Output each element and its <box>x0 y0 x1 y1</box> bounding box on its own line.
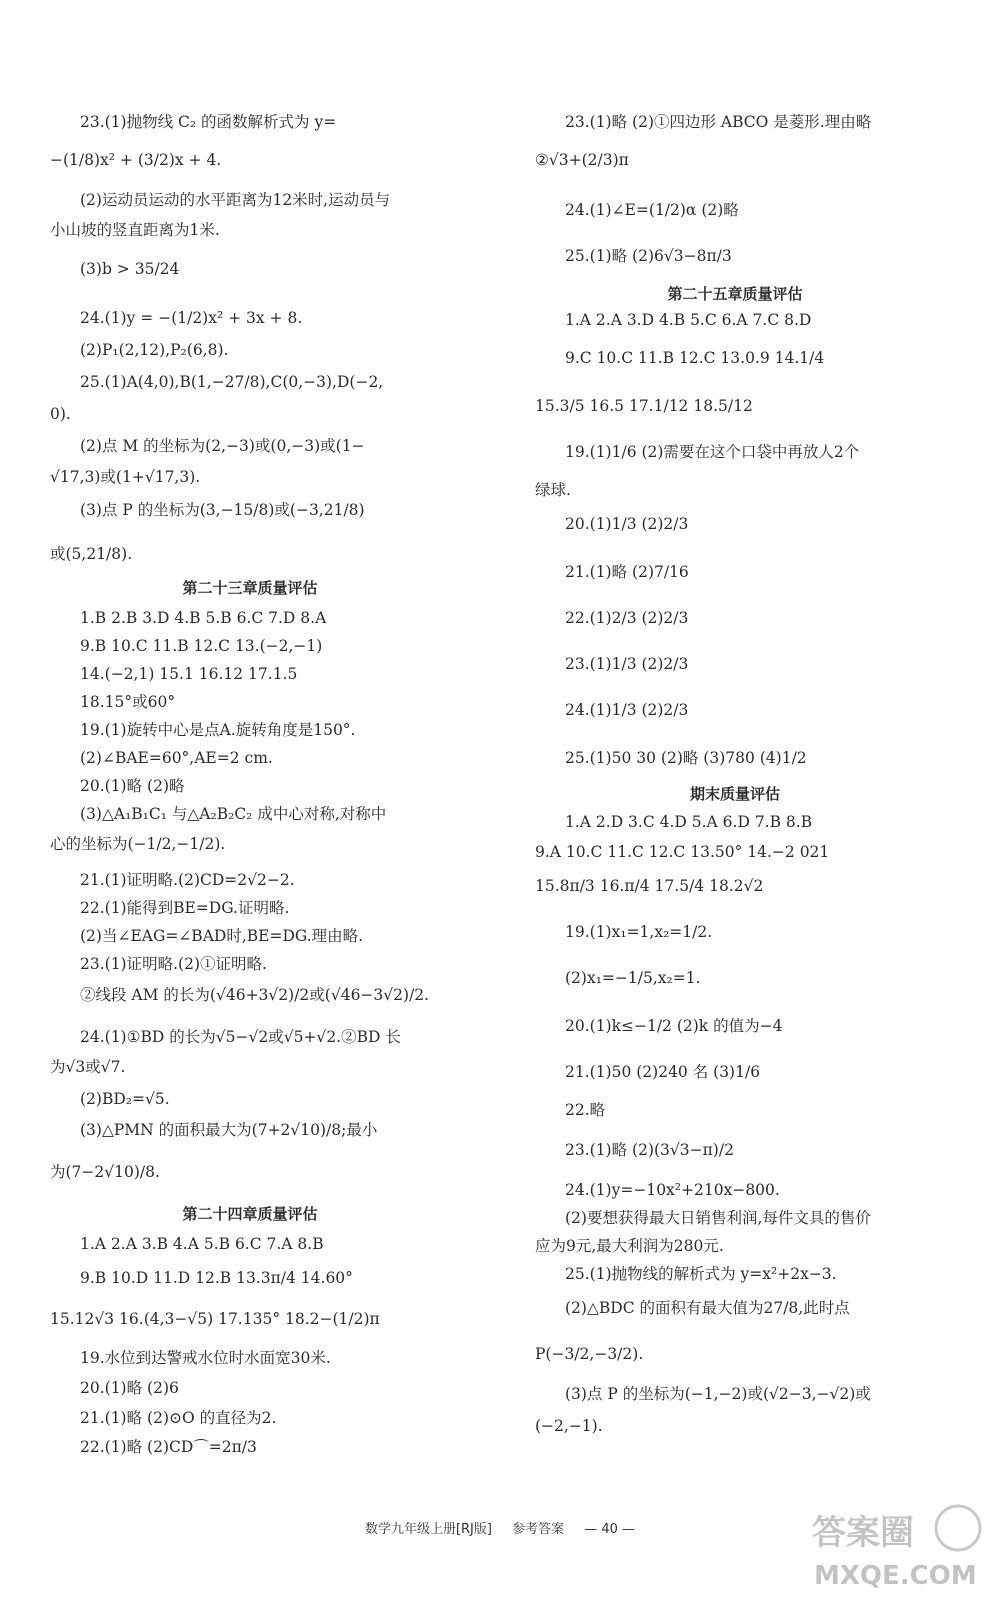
answer-line: −(1/8)x² + (3/2)x + 4. <box>50 151 222 169</box>
answer-line: 1.A 2.A 3.D 4.B 5.C 6.A 7.C 8.D <box>565 311 812 329</box>
answer-line: 心的坐标为(−1/2,−1/2). <box>50 835 226 853</box>
answer-line: (2)点 M 的坐标为(2,−3)或(0,−3)或(1− <box>80 437 365 455</box>
answer-line: 21.(1)略 (2)⊙O 的直径为2. <box>80 1409 277 1427</box>
footer-section: 参考答案 <box>512 1522 565 1537</box>
answer-line: 24.(1)1/3 (2)2/3 <box>565 701 689 719</box>
answer-line: (2)∠BAE=60°,AE=2 cm. <box>80 749 273 767</box>
answer-line: (2)P₁(2,12),P₂(6,8). <box>80 341 229 359</box>
answer-line: 1.A 2.D 3.C 4.D 5.A 6.D 7.B 8.B <box>565 813 813 831</box>
answer-line: 小山坡的竖直距离为1米. <box>50 221 220 239</box>
answer-line: √17,3)或(1+√17,3). <box>50 468 201 486</box>
answer-line: 23.(1)抛物线 C₂ 的函数解析式为 y= <box>80 113 337 131</box>
answer-line: 应为9元,最大利润为280元. <box>535 1237 724 1255</box>
answer-line: 22.(1)2/3 (2)2/3 <box>565 609 689 627</box>
answer-line: ②√3+(2/3)π <box>535 151 629 169</box>
answer-line: 20.(1)略 (2)略 <box>80 777 185 795</box>
watermark-domain-text: MXQE.COM <box>814 1561 977 1591</box>
answer-line: 19.水位到达警戒水位时水面宽30米. <box>80 1349 331 1367</box>
answer-line: 25.(1)略 (2)6√3−8π/3 <box>565 247 732 265</box>
answer-line: 1.A 2.A 3.B 4.A 5.B 6.C 7.A 8.B <box>80 1235 324 1253</box>
answer-line: (3)点 P 的坐标为(3,−15/8)或(−3,21/8) <box>80 501 365 519</box>
answer-line: (2)运动员运动的水平距离为12米时,运动员与 <box>80 191 391 209</box>
answer-line: 0). <box>50 405 71 423</box>
answer-line: (−2,−1). <box>535 1417 603 1435</box>
answer-line: 或(5,21/8). <box>50 545 133 563</box>
answer-line: 21.(1)证明略.(2)CD=2√2−2. <box>80 871 295 889</box>
answer-line: 20.(1)1/3 (2)2/3 <box>565 515 689 533</box>
section-heading: 第二十五章质量评估 <box>667 285 803 303</box>
answer-line: 21.(1)略 (2)7/16 <box>565 563 689 581</box>
answer-line: (3)△A₁B₁C₁ 与△A₂B₂C₂ 成中心对称,对称中 <box>80 805 387 823</box>
answer-line: 22.(1)略 (2)CD⌒=2π/3 <box>80 1438 257 1456</box>
answer-line: (3)点 P 的坐标为(−1,−2)或(√2−3,−√2)或 <box>565 1385 871 1403</box>
answer-line: 绿球. <box>535 481 571 499</box>
answer-line: 15.12√3 16.(4,3−√5) 17.135° 18.2−(1/2)π <box>50 1310 380 1328</box>
answer-line: 1.B 2.B 3.D 4.B 5.B 6.C 7.D 8.A <box>80 609 327 627</box>
answer-line: 为(7−2√10)/8. <box>50 1163 160 1181</box>
answer-line: 9.B 10.D 11.D 12.B 13.3π/4 14.60° <box>80 1269 353 1287</box>
answer-line: 25.(1)抛物线的解析式为 y=x²+2x−3. <box>565 1265 837 1283</box>
answer-line: 23.(1)略 (2)①四边形 ABCO 是菱形.理由略 <box>565 113 872 131</box>
answer-line: (3)b > 35/24 <box>80 260 180 278</box>
answer-line: 9.B 10.C 11.B 12.C 13.(−2,−1) <box>80 637 323 655</box>
answer-line: 22.略 <box>565 1101 606 1119</box>
answer-line: 14.(−2,1) 15.1 16.12 17.1.5 <box>80 665 298 683</box>
answer-line: 23.(1)略 (2)(3√3−π)/2 <box>565 1141 734 1159</box>
answer-line: 23.(1)证明略.(2)①证明略. <box>80 955 267 973</box>
answer-line: 23.(1)1/3 (2)2/3 <box>565 655 689 673</box>
answer-line: 9.A 10.C 11.C 12.C 13.50° 14.−2 021 <box>535 843 830 861</box>
answer-line: 24.(1)①BD 的长为√5−√2或√5+√2.②BD 长 <box>80 1028 401 1046</box>
answer-line: 为√3或√7. <box>50 1058 126 1076</box>
answer-line: 24.(1)y = −(1/2)x² + 3x + 8. <box>80 309 303 327</box>
answer-line: 21.(1)50 (2)240 名 (3)1/6 <box>565 1063 761 1081</box>
answer-line: (2)△BDC 的面积有最大值为27/8,此时点 <box>565 1299 850 1317</box>
footer-page-number: — 40 — <box>584 1522 636 1537</box>
answer-line: 9.C 10.C 11.B 12.C 13.0.9 14.1/4 <box>565 349 825 367</box>
answer-line: 22.(1)能得到BE=DG.证明略. <box>80 899 290 917</box>
answer-line: 18.15°或60° <box>80 693 176 711</box>
section-heading: 第二十三章质量评估 <box>182 579 318 597</box>
answer-line: 19.(1)1/6 (2)需要在这个口袋中再放人2个 <box>565 443 860 461</box>
answer-line: (2)要想获得最大日销售利润,每件文具的售价 <box>565 1209 871 1227</box>
answer-line: 24.(1)y=−10x²+210x−800. <box>565 1181 780 1199</box>
section-heading: 第二十四章质量评估 <box>182 1205 318 1223</box>
answer-line: 25.(1)50 30 (2)略 (3)780 (4)1/2 <box>565 749 807 767</box>
answer-line: 19.(1)旋转中心是点A.旋转角度是150°. <box>80 721 356 739</box>
answer-line: 15.3/5 16.5 17.1/12 18.5/12 <box>535 397 753 415</box>
answer-line: (2)BD₂=√5. <box>80 1090 170 1108</box>
answer-line: 19.(1)x₁=1,x₂=1/2. <box>565 923 713 941</box>
answer-line: (3)△PMN 的面积最大为(7+2√10)/8;最小 <box>80 1121 378 1139</box>
answer-line: (2)当∠EAG=∠BAD时,BE=DG.理由略. <box>80 927 364 945</box>
footer-book-title: 数学九年级上册[RJ版] <box>364 1522 492 1537</box>
answer-line: 20.(1)略 (2)6 <box>80 1379 179 1397</box>
answer-line: 20.(1)k≤−1/2 (2)k 的值为−4 <box>565 1017 783 1035</box>
answer-line: 24.(1)∠E=(1/2)α (2)略 <box>565 201 739 219</box>
watermark-main-text: 答案圈 <box>812 1513 914 1553</box>
answer-line: 25.(1)A(4,0),B(1,−27/8),C(0,−3),D(−2, <box>80 373 384 391</box>
section-heading: 期末质量评估 <box>689 785 780 803</box>
answer-line: ②线段 AM 的长为(√46+3√2)/2或(√46−3√2)/2. <box>80 986 430 1004</box>
answer-line: P(−3/2,−3/2). <box>535 1345 644 1363</box>
watermark-logo <box>808 1488 983 1593</box>
answer-line: 15.8π/3 16.π/4 17.5/4 18.2√2 <box>535 877 764 895</box>
answer-line: (2)x₁=−1/5,x₂=1. <box>565 969 701 987</box>
